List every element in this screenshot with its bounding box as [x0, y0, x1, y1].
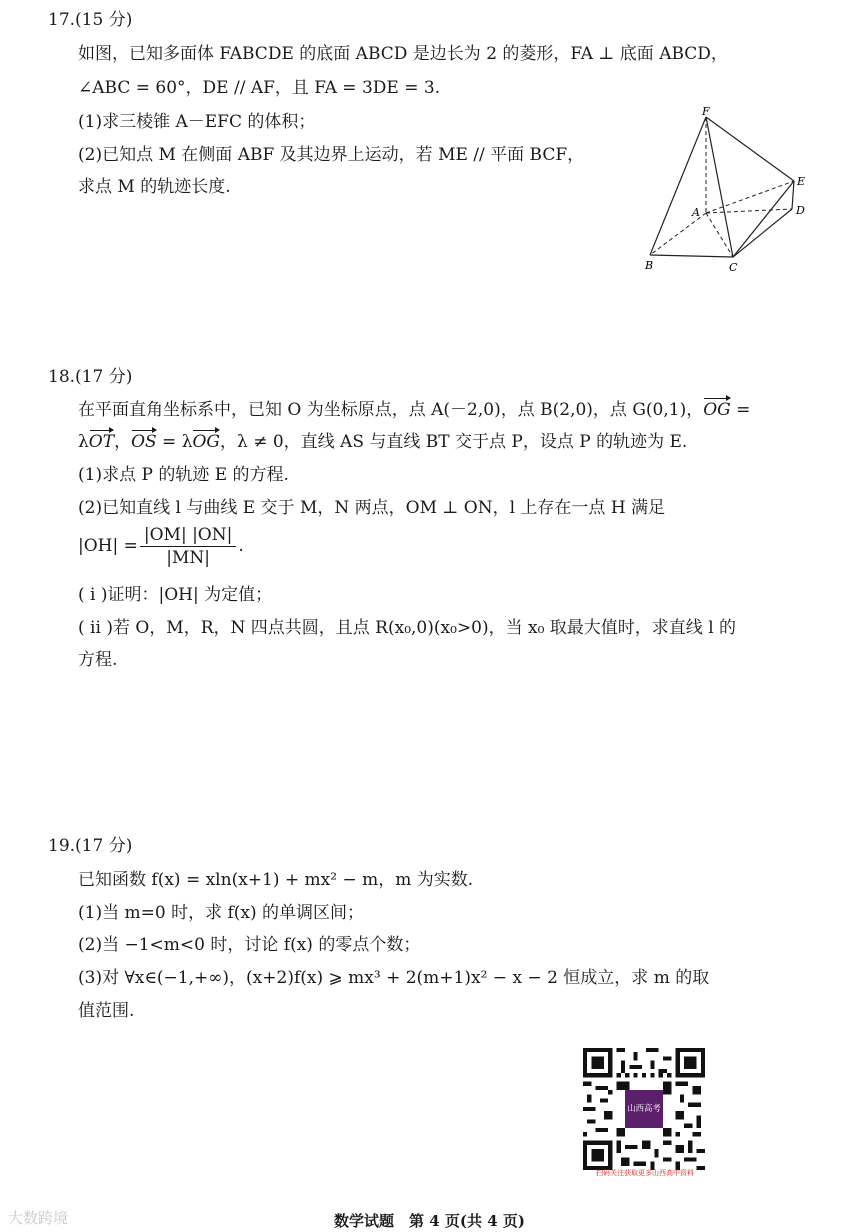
- vector-OG: OG: [703, 400, 731, 420]
- q18-sub2-cont: 方程.: [78, 650, 118, 670]
- edge-ED: [792, 181, 794, 209]
- polyhedron-figure: [620, 105, 820, 280]
- fraction-denominator: |MN|: [166, 548, 210, 568]
- edge-BC: [650, 255, 733, 257]
- q17-stem-line1: 如图，已知多面体 FABCDE 的底面 ABCD 是边长为 2 的菱形，FA ⊥ 底面 ABCD，: [78, 44, 728, 64]
- qr-code[interactable]: [583, 1048, 705, 1170]
- q18-comma: ，: [114, 432, 132, 452]
- oh-fraction: [140, 524, 236, 569]
- watermark: 大数跨境: [8, 1209, 69, 1227]
- edge-CD: [733, 209, 792, 257]
- lambda-symbol: λ: [78, 432, 89, 452]
- qr-logo-text: 山西高考: [627, 1103, 661, 1114]
- label-F: F: [702, 105, 710, 118]
- q17-part1: (1)求三棱锥 A－EFC 的体积；: [78, 112, 316, 132]
- oh-period: .: [238, 536, 244, 556]
- q19-part1: (1)当 m=0 时，求 f(x) 的单调区间；: [78, 903, 365, 923]
- q19-stem: 已知函数 f(x) = xln(x+1) + mx² − m，m 为实数.: [78, 870, 474, 890]
- q18-stem-line2-rest: ，λ ≠ 0，直线 AS 与直线 BT 交于点 P，设点 P 的轨迹为 E.: [220, 432, 688, 452]
- q17-header: 17.(15 分): [48, 10, 133, 30]
- q18-eq-lambda: = λ: [156, 432, 193, 452]
- q18-header: 18.(17 分): [48, 367, 133, 387]
- q19-part2: (2)当 −1<m<0 时，讨论 f(x) 的零点个数；: [78, 935, 421, 955]
- q18-eq-sign: =: [730, 400, 751, 420]
- label-B: B: [645, 259, 654, 272]
- label-E: E: [797, 175, 806, 188]
- edge-FC: [706, 117, 733, 257]
- label-D: D: [796, 204, 805, 217]
- q17-stem-line2: ∠ABC = 60°，DE // AF，且 FA = 3DE = 3.: [78, 78, 441, 98]
- q18-sub2: ( ii )若 O，M，R，N 四点共圆，且点 R(x₀,0)(x₀>0)，当 x₀ 取最大值时，求直线 l 的: [78, 618, 737, 638]
- label-A: A: [692, 206, 700, 219]
- page-footer: 数学试题 第 4 页(共 4 页): [334, 1212, 525, 1230]
- vector-OS: OS: [131, 432, 157, 452]
- edge-FE: [706, 117, 794, 181]
- vector-OG-2: OG: [192, 432, 221, 452]
- q17-part2: (2)已知点 M 在侧面 ABF 及其边界上运动，若 ME // 平面 BCF，: [78, 145, 585, 165]
- q19-part3: (3)对 ∀x∈(−1,+∞)，(x+2)f(x) ⩾ mx³ + 2(m+1)x² − x − 2 恒成立，求 m 的取: [78, 968, 710, 988]
- q18-stem-line2: [78, 430, 687, 454]
- q18-stem-line1: [78, 398, 750, 422]
- q18-part1: (1)求点 P 的轨迹 E 的方程.: [78, 465, 289, 485]
- q18-stem-line1-text: 在平面直角坐标系中，已知 O 为坐标原点，点 A(－2,0)，点 B(2,0)，点 G(0,1)，: [78, 400, 704, 420]
- q18-part2: (2)已知直线 l 与曲线 E 交于 M，N 两点，OM ⊥ ON，l 上存在一点 H 满足: [78, 498, 666, 518]
- q18-sub1: ( i )证明：|OH| 为定值；: [78, 585, 273, 605]
- vector-OT: OT: [88, 432, 115, 452]
- edge-CE: [733, 181, 794, 257]
- q19-header: 19.(17 分): [48, 836, 133, 856]
- fraction-numerator: |OM| |ON|: [140, 524, 236, 547]
- edge-AD: [706, 209, 792, 213]
- q19-part3-cont: 值范围.: [78, 1001, 135, 1021]
- label-C: C: [729, 261, 738, 274]
- q18-oh-formula: [78, 522, 244, 570]
- oh-label: |OH| =: [78, 536, 138, 556]
- q17-part2-cont: 求点 M 的轨迹长度.: [78, 177, 231, 197]
- qr-caption: 扫码关注获取更多山西高中资料: [596, 1169, 694, 1177]
